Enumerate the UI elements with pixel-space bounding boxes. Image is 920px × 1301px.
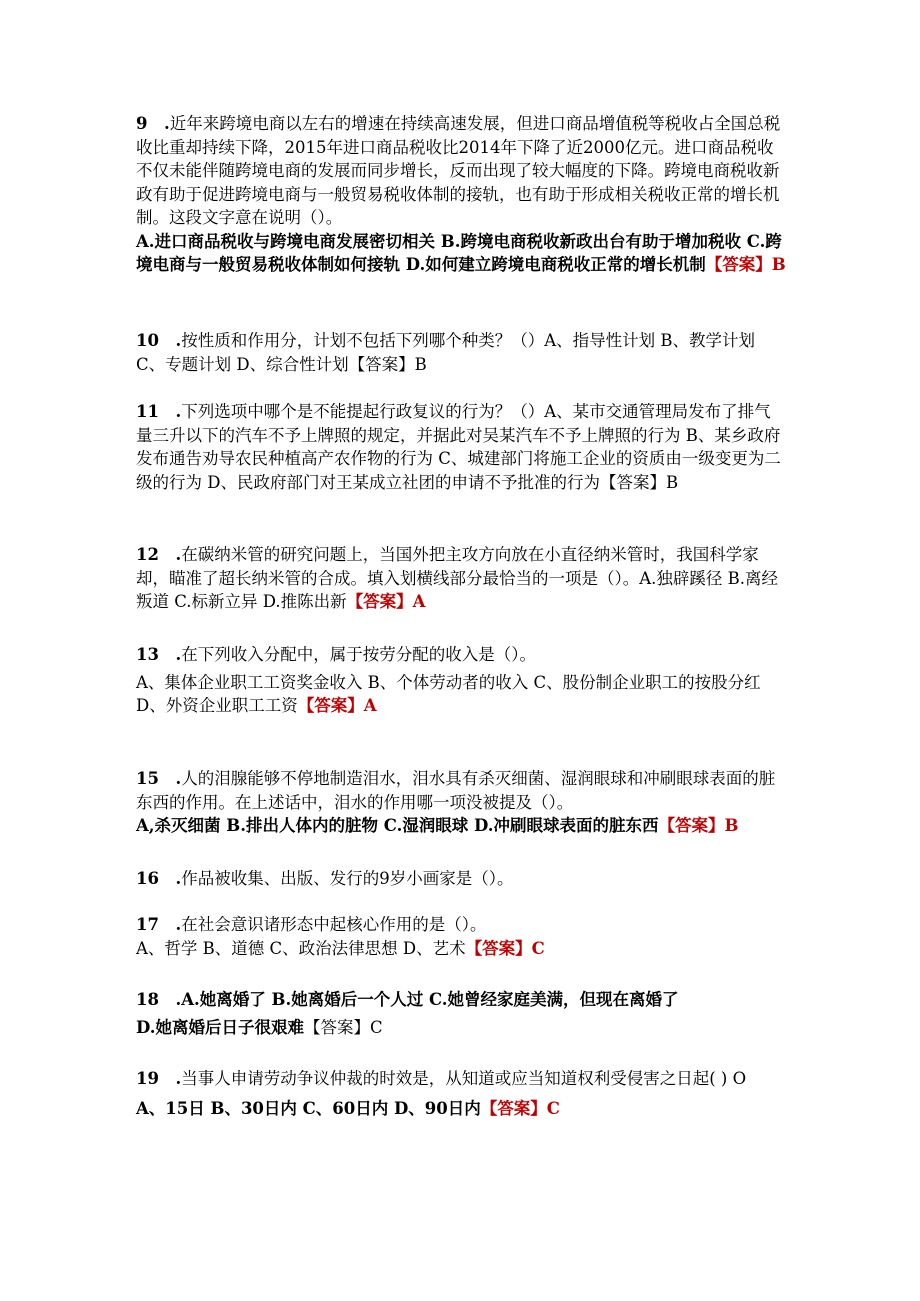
- question-number: 9 .: [136, 114, 170, 133]
- answer-label: 【答案】B: [599, 472, 679, 492]
- question-number: 16 .: [136, 869, 182, 888]
- answer-label: 【答案】C: [465, 938, 545, 958]
- question-stem: 16 .作品被收集、出版、发行的9岁小画家是（）。: [136, 869, 514, 888]
- question-stem: 18 .A.她离婚了 B.她离婚后一个人过 C.她曾经家庭美满，但现在离婚了: [136, 990, 679, 1009]
- question-stem: 11 .下列选项中哪个是不能提起行政复议的行为？（）A、某市交通管理局发布了排气量三升以下的汽车不予上牌照的规定，并据此对吴某汽车不予上牌照的行为 B、某乡政府发布通告劝导农民种植高产农作物的行为 C、城建部门将施工企业的资质由一级变更为二级的行为 D、民政府部门对王某成立社团的申请不予批准的行为【答案】B: [136, 402, 781, 492]
- question-options: D.她离婚后日子很艰难【答案】C: [136, 1017, 383, 1037]
- question-number: 18 .: [136, 990, 182, 1009]
- question-9: [136, 112, 786, 277]
- question-12: [136, 543, 786, 614]
- question-options: A,杀灭细菌 B.排出人体内的脏物 C.湿润眼球 D.冲刷眼球表面的脏东西【答案】B: [136, 816, 739, 835]
- question-16: [136, 867, 786, 891]
- question-18: [136, 988, 786, 1039]
- question-number: 13 .: [136, 645, 182, 664]
- question-number: 10 .: [136, 331, 182, 350]
- question-options: A、15日 B、30日内 C、60日内 D、90日内【答案】C: [136, 1098, 560, 1118]
- question-number: 15 .: [136, 769, 182, 788]
- question-stem: 9 .近年来跨境电商以左右的增速在持续高速发展，但进口商品增值税等税收占全国总税收比重却持续下降，2015年进口商品税收比2014年下降了近2000亿元。进口商品税收不仅未能伴随跨境电商的发展而同步增长，反而出现了较大幅度的下降。跨境电商税收新政有助于促进跨境电商与一般贸易税收体制的接轨，也有助于形成相关税收正常的增长机制。这段文字意在说明（）。: [136, 114, 781, 227]
- question-11: [136, 400, 786, 494]
- answer-label: 【答案】A: [297, 696, 377, 715]
- question-stem: 10 .按性质和作用分，计划不包括下列哪个种类？（）A、指导性计划 B、教学计划 C、专题计划 D、综合性计划【答案】B: [136, 331, 756, 374]
- question-stem: 15 .人的泪腺能够不停地制造泪水，泪水具有杀灭细菌、湿润眼球和冲刷眼球表面的脏东西的作用。在上述话中，泪水的作用哪一项没被提及（）。: [136, 769, 776, 812]
- question-number: 12 .: [136, 545, 182, 564]
- question-options: A、哲学 B、道德 C、政治法律思想 D、艺术【答案】C: [136, 938, 545, 958]
- question-10: [136, 329, 786, 376]
- answer-label: 【答案】C: [303, 1017, 383, 1037]
- question-stem: 12 .在碳纳米管的研究问题上，当国外把主攻方向放在小直径纳米管时，我国科学家却，瞄准了超长纳米管的合成。填入划横线部分最恰当的一项是（）。A.独辟蹊径 B.离经叛道 C.标新立异 D.推陈出新【答案】A: [136, 545, 779, 611]
- question-19: [136, 1067, 786, 1120]
- answer-label: 【答案】B: [658, 816, 739, 835]
- question-number: 19 .: [136, 1069, 182, 1088]
- question-number: 11 .: [136, 402, 182, 421]
- question-options: A、集体企业职工工资奖金收入 B、个体劳动者的收入 C、股份制企业职工的按股分红 D、外资企业职工工资【答案】A: [136, 672, 761, 715]
- question-13: [136, 643, 786, 718]
- answer-label: 【答案】B: [705, 255, 786, 274]
- answer-label: 【答案】B: [348, 354, 427, 374]
- question-17: [136, 913, 786, 960]
- question-stem: 19 .当事人申请劳动争议仲裁的时效是，从知道或应当知道权利受侵害之日起( ) O: [136, 1069, 747, 1088]
- question-options: A.进口商品税收与跨境电商发展密切相关 B.跨境电商税收新政出台有助于增加税收 C.跨境电商与一般贸易税收体制如何接轨 D.如何建立跨境电商税收正常的增长机制【答案】B: [136, 231, 786, 274]
- question-stem: 17 .在社会意识诸形态中起核心作用的是（）。: [136, 915, 487, 934]
- question-stem: 13 .在下列收入分配中，属于按劳分配的收入是（）。: [136, 645, 536, 664]
- answer-label: 【答案】C: [480, 1098, 560, 1118]
- question-15: [136, 767, 786, 838]
- question-number: 17 .: [136, 915, 182, 934]
- answer-label: 【答案】A: [346, 592, 426, 611]
